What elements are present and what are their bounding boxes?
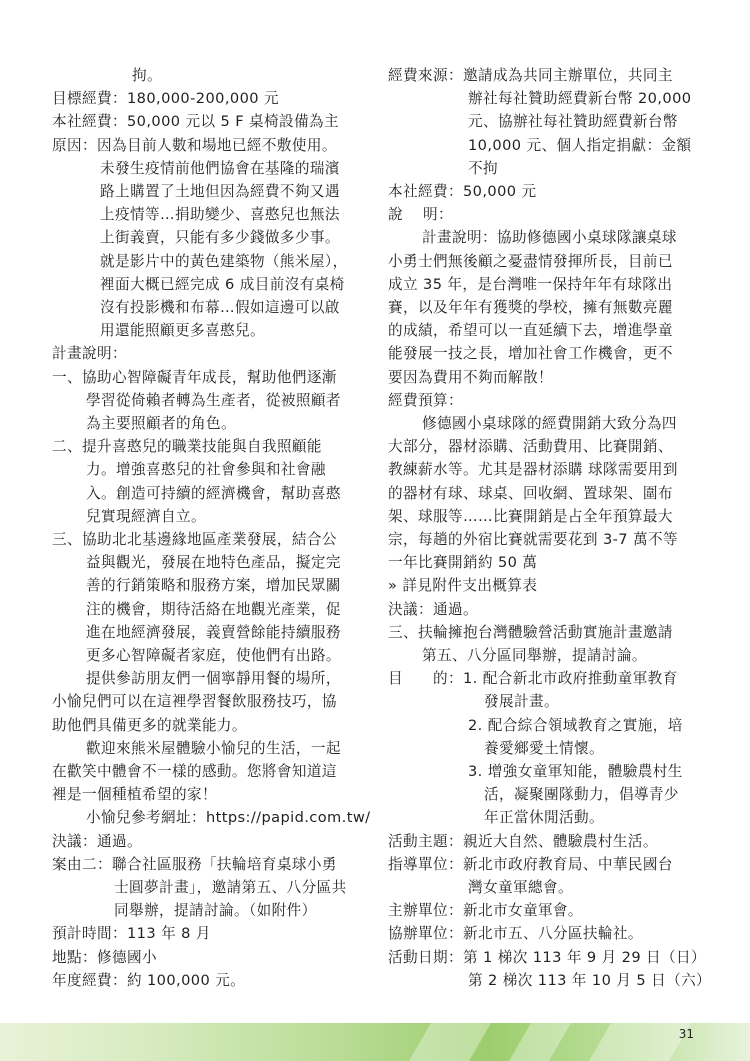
text-line: 一年比賽開銷約 50 萬 <box>388 554 538 572</box>
text-line: 小勇士們無後顧之憂盡情發揮所長，目前已 <box>388 252 673 270</box>
text-line: 經費預算： <box>388 391 463 409</box>
text-line: 能發展一技之長，增加社會工作機會，更不 <box>388 345 673 363</box>
text-line: 計畫說明：協助修德國小桌球隊讓桌球 <box>422 229 677 247</box>
text-line: 3. 增強女童軍知能，體驗農村生 <box>468 763 683 780</box>
text-line: 年度經費：約 100,000 元。 <box>52 971 246 989</box>
text-line: 目標經費：180,000-200,000 元 <box>52 90 279 108</box>
text-line: 活，凝聚團隊動力，倡導青少 <box>484 786 679 804</box>
text-line: 上疫情等…捐助變少、喜憨兒也無法 <box>100 206 340 224</box>
text-line: 一、協助心智障礙青年成長，幫助他們逐漸 <box>52 368 337 386</box>
text-line: 入。創造可持續的經濟機會，幫助喜憨 <box>86 484 341 502</box>
page-number: 31 <box>678 1027 694 1041</box>
text-line: 預計時間：113 年 8 月 <box>52 925 211 943</box>
text-line: 未發生疫情前他們協會在基隆的瑞濱 <box>100 159 340 177</box>
text-line: 養愛鄉愛土情懷。 <box>484 739 604 757</box>
text-line: 用還能照顧更多喜憨兒。 <box>100 322 265 340</box>
text-line: 指導單位：新北市政府教育局、中華民國台 <box>388 855 673 873</box>
text-line: 上街義賣，只能有多少錢做多少事。 <box>100 229 340 247</box>
text-line: 第 2 梯次 113 年 10 月 5 日（六） <box>468 971 712 989</box>
text-line: 同舉辦，提請討論。（如附件） <box>114 902 317 920</box>
text-line: 年正當休閒活動。 <box>484 809 604 827</box>
text-line: 灣女童軍總會。 <box>468 879 573 896</box>
footer-decoration <box>0 1023 750 1061</box>
text-line: 成立 35 年，是台灣唯一保持年年有球隊出 <box>388 275 673 293</box>
text-line: 第五、八分區同舉辦，提請討論。 <box>422 647 647 664</box>
text-line: 原因：因為目前人數和場地已經不敷使用。 <box>52 136 337 154</box>
text-line: 更多心智障礙者家庭，使他們有出路。 <box>86 647 341 664</box>
text-line: 助他們具備更多的就業能力。 <box>52 716 247 734</box>
text-line: 善的行銷策略和服務方案，增加民眾關 <box>86 577 341 595</box>
text-line: 元、協辦社每社贊助經費新台幣 <box>468 113 678 131</box>
text-line: 兒實現經濟自立。 <box>86 507 206 525</box>
text-line: 進在地經濟發展，義賣營餘能持續服務 <box>86 623 341 641</box>
text-line: 活動日期：第 1 梯次 113 年 9 月 29 日（日） <box>388 948 707 966</box>
text-line: 大部分，器材添購、活動費用、比賽開銷、 <box>388 438 673 456</box>
text-line: 決議：通過。 <box>52 832 142 850</box>
text-line: 辦社每社贊助經費新台幣 20,000 <box>468 90 692 108</box>
text-line: 協辦單位：新北市五、八分區扶輪社。 <box>388 925 643 943</box>
text-line: 三、扶輪擁抱台灣體驗營活動實施計畫邀請 <box>388 623 673 641</box>
text-line: 學習從倚賴者轉為生產者，從被照顧者 <box>86 391 341 409</box>
text-line: 案由二：聯合社區服務「扶輪培育桌球小勇 <box>52 855 337 873</box>
text-line: 地點：修德國小 <box>52 948 157 966</box>
text-line: 活動主題：親近大自然、體驗農村生活。 <box>388 832 658 850</box>
text-line: 架、球服等……比賽開銷是占全年預算最大 <box>388 507 673 525</box>
text-line: 歡迎來熊米屋體驗小愉兒的生活，一起 <box>86 739 341 757</box>
text-line: 小愉兒參考網址：https://papid.com.tw/ <box>86 809 371 827</box>
text-line: 說 明： <box>388 206 454 224</box>
text-line: 沒有投影機和布幕…假如這邊可以啟 <box>100 299 340 316</box>
text-line: 經費來源：邀請成為共同主辦單位，共同主 <box>388 67 673 84</box>
text-line: 益與觀光，發展在地特色產品，擬定完 <box>86 554 341 572</box>
text-line: 計畫說明： <box>52 345 127 363</box>
text-line: 小愉兒們可以在這裡學習餐飲服務技巧，協 <box>52 693 337 711</box>
text-line: 裡是一個種植希望的家！ <box>52 786 217 804</box>
text-line: 力。增強喜憨兒的社會參與和社會融 <box>86 461 326 479</box>
text-line: 三、協助北北基邊緣地區產業發展，結合公 <box>52 531 337 548</box>
text-line: 為主要照顧者的角色。 <box>86 415 236 432</box>
text-line: 本社經費：50,000 元 <box>388 183 537 200</box>
text-line: 發展計畫。 <box>484 693 559 711</box>
text-line: 士圓夢計畫」，邀請第五、八分區共 <box>114 879 347 896</box>
text-line: 修德國小桌球隊的經費開銷大致分為四 <box>422 415 677 432</box>
text-line: 決議：通過。 <box>388 600 478 618</box>
text-line: 拘。 <box>132 67 162 84</box>
text-line: » 詳見附件支出概算表 <box>388 577 538 595</box>
text-line: 本社經費：50,000 元以 5 F 桌椅設備為主 <box>52 113 340 131</box>
text-line: 就是影片中的黃色建築物（熊米屋）， <box>100 252 348 270</box>
text-line: 的器材有球、球桌、回收網、置球架、圍布 <box>388 484 673 502</box>
text-line: 主辦單位：新北市女童軍會。 <box>388 902 583 920</box>
text-line: 提供參訪朋友們一個寧靜用餐的場所， <box>86 670 341 688</box>
text-line: 不拘 <box>468 159 498 177</box>
text-line: 在歡笑中體會不一樣的感動。您將會知道這 <box>52 763 337 780</box>
text-line: 2. 配合綜合領域教育之實施，培 <box>468 716 683 734</box>
text-line: 目 的：1. 配合新北市政府推動童軍教育 <box>388 670 678 688</box>
text-line: 要因為費用不夠而解散！ <box>388 368 553 386</box>
text-line: 10,000 元、個人指定捐獻：金額 <box>468 136 692 154</box>
text-line: 賽，以及年年有獲獎的學校，擁有無數亮麗 <box>388 299 673 316</box>
text-line: 二、提升喜憨兒的職業技能與自我照顧能 <box>52 438 322 456</box>
text-line: 宗，每趟的外宿比賽就需要花到 3-7 萬不等 <box>388 531 679 548</box>
text-line: 裡面大概已經完成 6 成目前沒有桌椅 <box>100 275 345 293</box>
text-line: 教練薪水等。尤其是器材添購 球隊需要用到 <box>388 461 678 479</box>
text-line: 的成績，希望可以一直延續下去，增進學童 <box>388 322 673 340</box>
text-line: 路上購置了土地但因為經費不夠又遇 <box>100 183 340 200</box>
text-line: 注的機會，期待活絡在地觀光產業，促 <box>86 600 341 618</box>
